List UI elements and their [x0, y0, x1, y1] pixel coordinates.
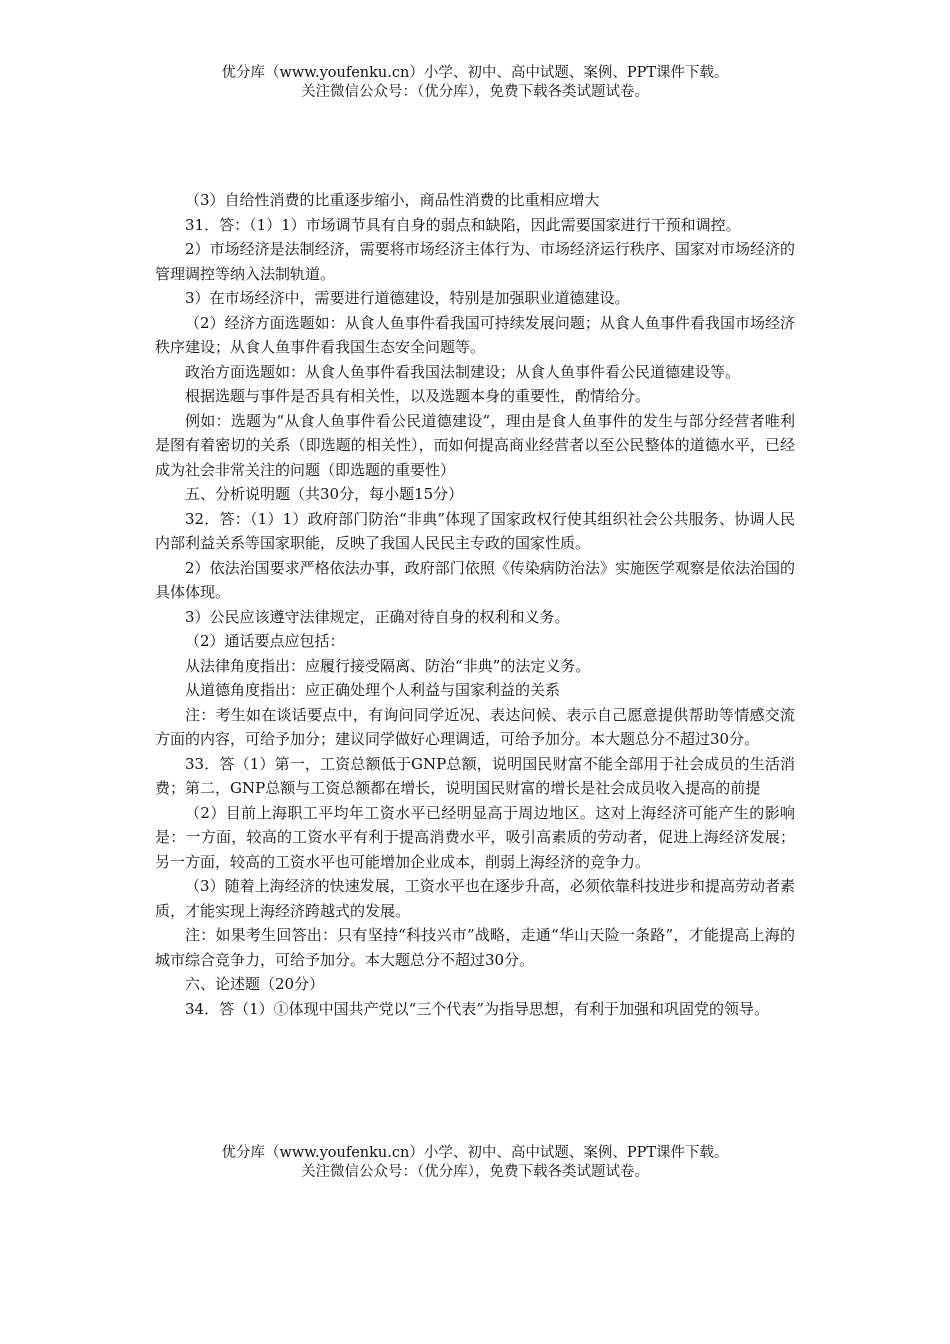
header-line-2: 关注微信公众号：（优分库），免费下载各类试题试卷。 [301, 84, 649, 100]
paragraph: （3）自给性消费的比重逐步缩小，商品性消费的比重相应增大 [185, 191, 600, 209]
document-body [155, 188, 795, 1021]
paragraph: 注：如果考生回答出：只有坚持“科技兴市”战略，走通“华山天险一条路”，才能提高上海的城市综合竞争力，可给予加分。本大题总分不超过30分。 [155, 926, 795, 969]
paragraph: 2）市场经济是法制经济，需要将市场经济主体行为、市场经济运行秩序、国家对市场经济的管理调控等纳入法制轨道。 [155, 240, 795, 283]
paragraph: 3）在市场经济中，需要进行道德建设，特别是加强职业道德建设。 [185, 289, 630, 307]
section-heading: 六、论述题（20分） [185, 975, 325, 993]
section-heading: 五、分析说明题（共30分，每小题15分） [185, 485, 464, 503]
paragraph: （2）经济方面选题如：从食人鱼事件看我国可持续发展问题；从食人鱼事件看我国市场经济秩序建设；从食人鱼事件看我国生态安全问题等。 [155, 313, 795, 356]
paragraph: （3）随着上海经济的快速发展，工资水平也在逐步升高，必须依靠科技进步和提高劳动者素质，才能实现上海经济跨越式的发展。 [155, 877, 795, 920]
footer-line-2: 关注微信公众号：（优分库），免费下载各类试题试卷。 [301, 1164, 649, 1180]
paragraph: 33．答（1）第一，工资总额低于GNP总额，说明国民财富不能全部用于社会成员的生活消费；第二，GNP总额与工资总额都在增长，说明国民财富的增长是社会成员收入提高的前提 [155, 754, 795, 797]
paragraph: 例如：选题为“从食人鱼事件看公民道德建设”，理由是食人鱼事件的发生与部分经营者唯利是图有着密切的关系（即选题的相关性），而如何提高商业经营者以至公民整体的道德水平，已经成为社会非常关注的问题（即选题的重要性） [155, 411, 795, 479]
paragraph: 31．答：（1）1）市场调节具有自身的弱点和缺陷，因此需要国家进行干预和调控。 [185, 215, 741, 234]
paragraph: 从法律角度指出：应履行接受隔离、防治“非典”的法定义务。 [185, 656, 591, 675]
paragraph: 34．答（1）①体现中国共产党以“三个代表”为指导思想，有利于加强和巩固党的领导。 [185, 999, 769, 1018]
paragraph: 注：考生如在谈话要点中，有询问同学近况、表达问候、表示自己愿意提供帮助等情感交流方面的内容，可给予加分；建议同学做好心理调适，可给予加分。本大题总分不超过30分。 [155, 705, 795, 748]
paragraph: （2）通话要点应包括： [185, 632, 345, 650]
paragraph: 2）依法治国要求严格依法办事，政府部门依照《传染病防治法》实施医学观察是依法治国的具体体现。 [155, 558, 795, 601]
paragraph: （2）目前上海职工平均年工资水平已经明显高于周边地区。这对上海经济可能产生的影响是：一方面，较高的工资水平有利于提高消费水平，吸引高素质的劳动者，促进上海经济发展；另一方面，较高的工资水平也可能增加企业成本，削弱上海经济的竞争力。 [155, 803, 795, 871]
paragraph: 从道德角度指出：应正确处理个人利益与国家利益的关系 [185, 681, 561, 699]
paragraph: 32．答：（1）1）政府部门防治“非典”体现了国家政权行使其组织社会公共服务、协调人民内部利益关系等国家职能，反映了我国人民民主专政的国家性质。 [155, 509, 795, 552]
paragraph: 3）公民应该遵守法律规定，正确对待自身的权利和义务。 [185, 607, 570, 626]
paragraph: 政治方面选题如：从食人鱼事件看我国法制建设；从食人鱼事件看公民道德建设等。 [185, 362, 741, 381]
page-header [0, 64, 950, 102]
paragraph: 根据选题与事件是否具有相关性，以及选题本身的重要性，酌情给分。 [185, 387, 651, 405]
footer-line-1: 优分库（www.youfenku.cn）小学、初中、高中试题、案例、PPT课件下载。 [221, 1145, 729, 1161]
header-line-1: 优分库（www.youfenku.cn）小学、初中、高中试题、案例、PPT课件下载。 [221, 65, 729, 81]
page-footer [0, 1144, 950, 1182]
